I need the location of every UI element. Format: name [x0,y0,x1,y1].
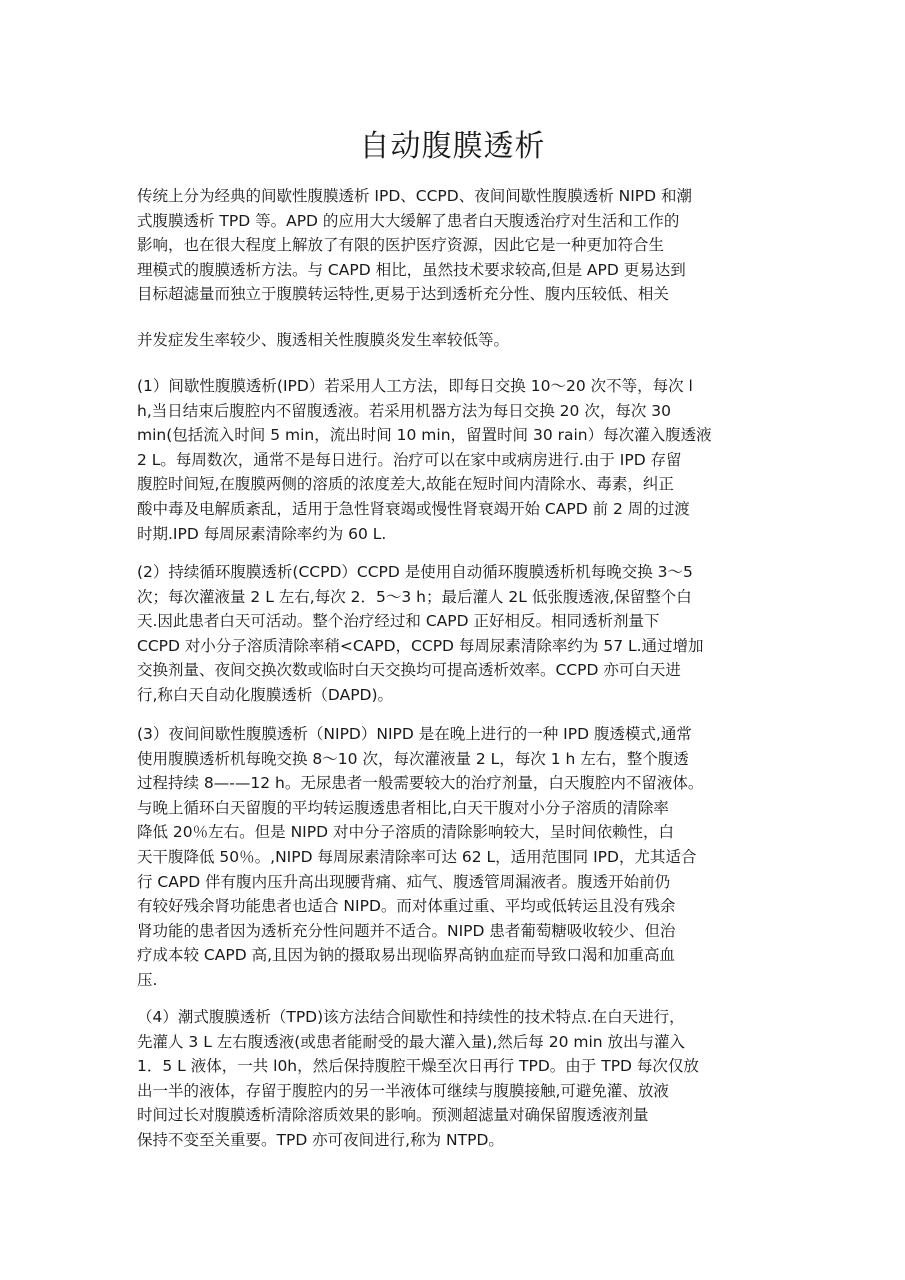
paragraph-intro [137,184,777,307]
text-line: 天.因此患者白天可活动。整个治疗经过和 CAPD 正好相反。相同透析剂量下 [137,612,660,631]
text-line: 疗成本较 CAPD 高,且因为钠的摄取易出现临界高钠血症而导致口渴和加重高血 [137,946,675,965]
text-line: 行,称白天自动化腹膜透析（DAPD)。 [137,685,394,704]
paragraph-ipd [137,374,777,546]
text-line: 时期.IPD 每周尿素清除率约为 60 L. [137,524,387,543]
paragraph-intro-continued [137,328,777,353]
text-line: 出一半的液体，存留于腹腔内的另一半液体可继续与腹膜接触,可避免灌、放液 [137,1081,669,1100]
text-line: h,当日结束后腹腔内不留腹透液。若采用机器方法为每日交换 20 次，每次 30 [137,401,671,420]
document-title: 自动腹膜透析 [359,129,546,164]
text-line: 有较好残余肾功能患者也适合 NIPD。而对体重过重、平均或低转运且没有残余 [137,897,676,916]
text-line: 与晚上循环白天留腹的平均转运腹透患者相比,白天干腹对小分子溶质的清除率 [137,798,669,817]
text-line: 先灌人 3 L 左右腹透液(或患者能耐受的最大灌入量),然后每 20 min 放出与灌入 [137,1032,686,1051]
text-line: 压. [137,970,158,989]
text-line: (1）间歇性腹膜透析(IPD）若采用人工方法，即每日交换 10～20 次不等，每次 l [137,377,693,395]
text-line: 目标超滤量而独立于腹膜转运特性,更易于达到透析充分性、腹内压较低、相关 [137,285,669,304]
text-line: 酸中毒及电解质紊乱，适用于急性肾衰竭或慢性肾衰竭开始 CAPD 前 2 周的过渡 [137,499,690,518]
text-line: 2 L。每周数次，通常不是每日进行。治疗可以在家中或病房进行.由于 IPD 存留 [137,450,682,469]
text-line: 并发症发生率较少、腹透相关性腹膜炎发生率较低等。 [137,331,510,349]
text-line: 影响，也在很大程度上解放了有限的医护医疗资源，因此它是一种更加符合生 [137,236,665,255]
paragraph-ccpd [137,560,777,708]
text-line: (2）持续循环腹膜透析(CCPD）CCPD 是使用自动循环腹膜透析机每晚交换 3～5 [137,563,693,581]
text-line: 理模式的腹膜透析方法。与 CAPD 相比，虽然技术要求较高,但是 APD 更易达到 [137,260,686,279]
text-line: 降低 20％左右。但是 NIPD 对中分子溶质的清除影响较大，呈时间依赖性，白 [137,823,674,842]
text-line: 传统上分为经典的间歇性腹膜透析 IPD、CCPD、夜间间歇性腹膜透析 NIPD 和潮 [137,187,693,205]
text-line: 保持不变至关重要。TPD 亦可夜间进行,称为 NTPD。 [137,1130,504,1149]
text-line: 交换剂量、夜间交换次数或临时白天交换均可提高透析效率。CCPD 亦可白天进 [137,661,681,680]
text-line: min(包括流入时间 5 min，流出时间 10 min，留置时间 30 rain）每次灌入腹透液 [137,426,712,445]
paragraph-tpd [137,1005,777,1153]
text-line: 式腹膜透析 TPD 等。APD 的应用大大缓解了患者白天腹透治疗对生活和工作的 [137,211,680,230]
text-line: 使用腹膜透析机每晚交换 8～10 次，每次灌液量 2 L，每次 1 h 左右，整个腹透 [137,749,689,768]
text-line: 行 CAPD 伴有腹内压升高出现腰背痛、疝气、腹透管周漏液者。腹透开始前仍 [137,872,671,891]
text-line: 腹腔时间短,在腹膜两侧的溶质的浓度差大,故能在短时间内清除水、毒素，纠正 [137,475,674,494]
text-line: 肾功能的患者因为透析充分性问题并不适合。NIPD 患者葡萄糖吸收较少、但治 [137,921,676,940]
text-line: （4）潮式腹膜透析（TPD)该方法结合间歇性和持续性的技术特点.在白天进行， [137,1008,685,1026]
text-line: 时间过长对腹膜透析清除溶质效果的影响。预测超滤量对确保留腹透液剂量 [137,1106,649,1125]
text-line: (3）夜间间歇性腹膜透析（NIPD）NIPD 是在晚上进行的一种 IPD 腹透模式,通常 [137,725,692,743]
text-line: CCPD 对小分子溶质清除率稍<CAPD，CCPD 每周尿素清除率约为 57 L.通过增加 [137,636,704,655]
text-line: 天干腹降低 50％。,NIPD 每周尿素清除率可达 62 L，适用范围同 IPD，尤其适合 [137,847,697,866]
text-line: 1．5 L 液体，一共 l0h，然后保持腹腔干燥至次日再行 TPD。由于 TPD 每次仅放 [137,1057,699,1076]
paragraph-nipd [137,722,777,993]
text-line: 次；每次灌液量 2 L 左右,每次 2．5～3 h；最后灌人 2L 低张腹透液,保留整个白 [137,587,692,606]
text-line: 过程持续 8—-—12 h。无尿患者一般需要较大的治疗剂量，白天腹腔内不留液体。 [137,774,704,793]
